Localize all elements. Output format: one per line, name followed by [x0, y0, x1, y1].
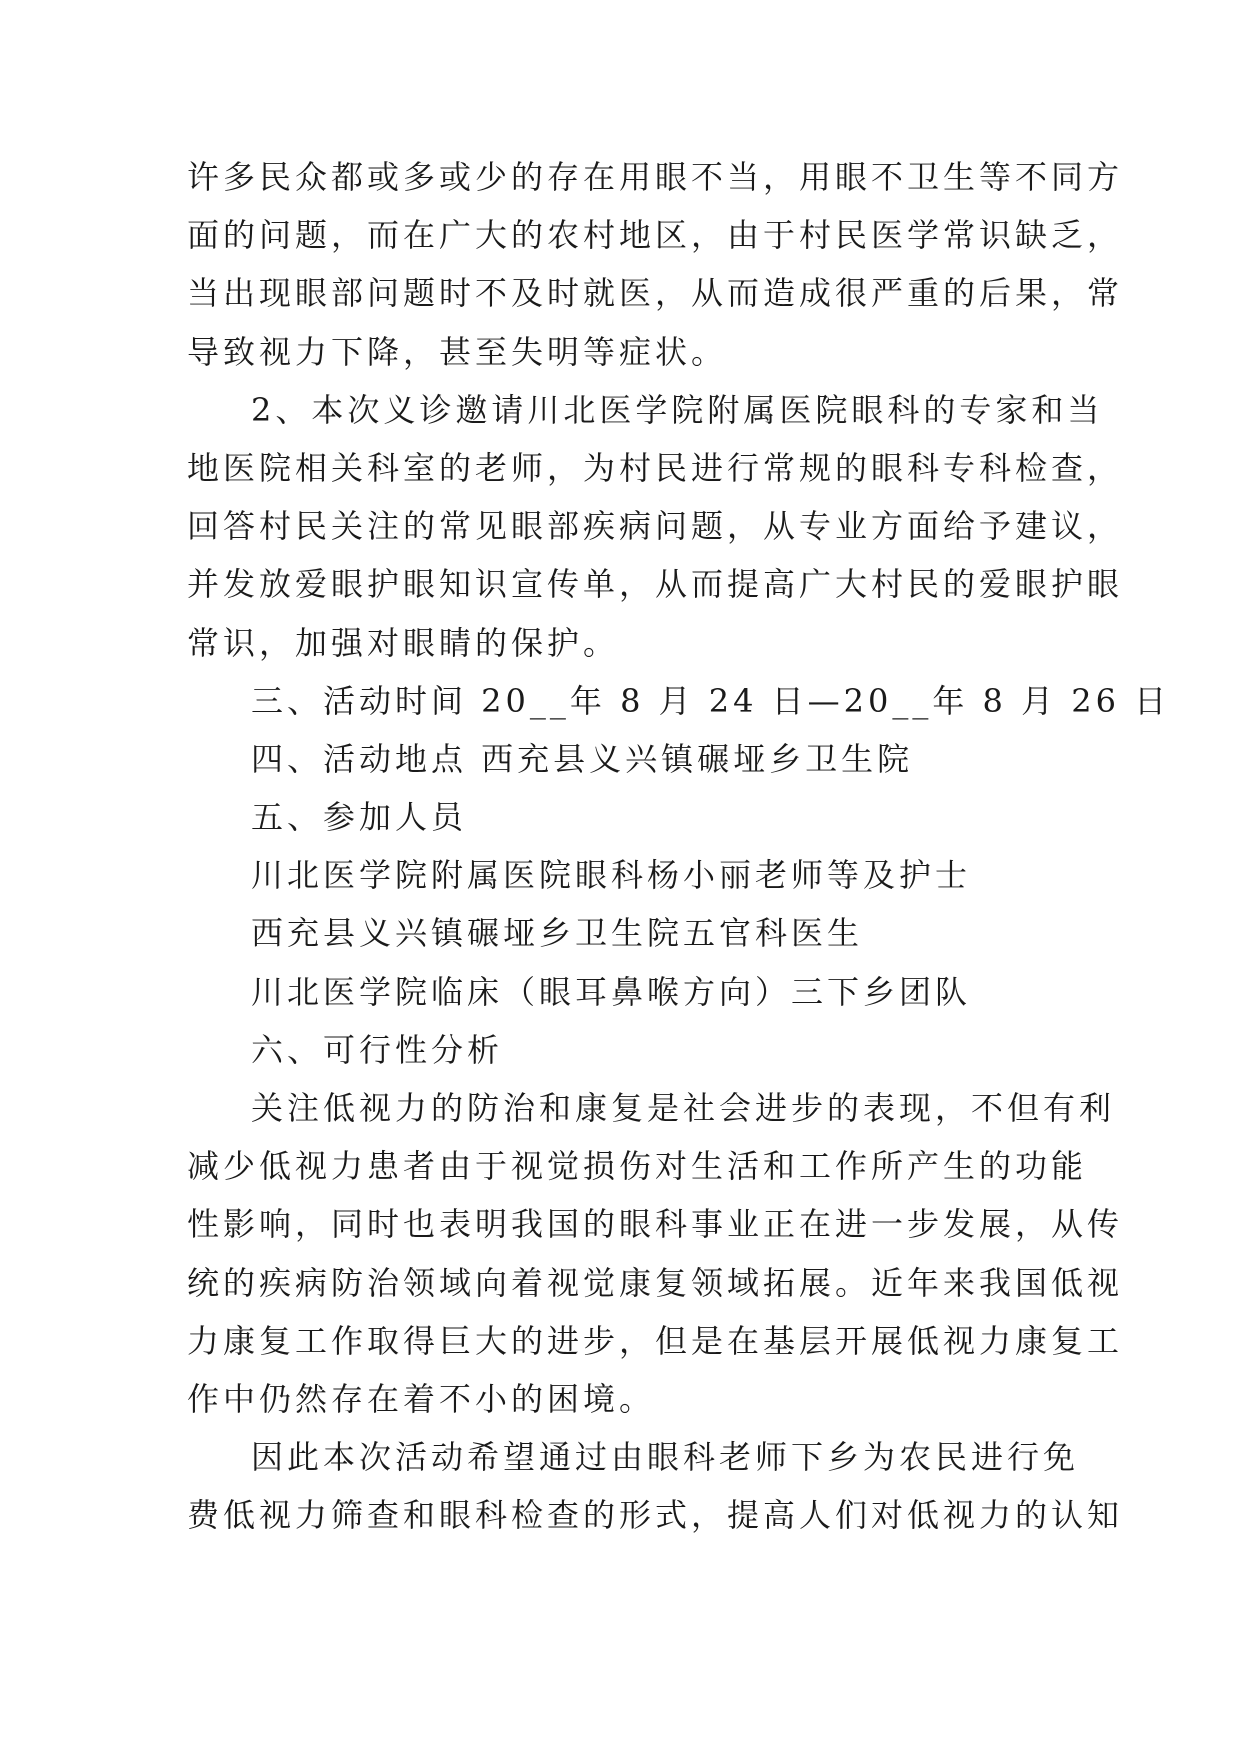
text-line: 2、本次义诊邀请川北医学院附属医院眼科的专家和当 [251, 390, 1104, 429]
text-line: 西充县义兴镇碾垭乡卫生院五官科医生 [251, 914, 864, 953]
text-line: 川北医学院附属医院眼科杨小丽老师等及护士 [251, 856, 972, 895]
text-line: 许多民众都或多或少的存在用眼不当，用眼不卫生等不同方 [187, 158, 1124, 196]
text-line: 地医院相关科室的老师，为村民进行常规的眼科专科检查， [187, 448, 1124, 487]
text-line: 作中仍然存在着不小的困境。 [187, 1379, 656, 1418]
text-line: 导致视力下降，甚至失明等症状。 [187, 332, 728, 371]
text-line: 关注低视力的防治和康复是社会进步的表现，不但有利 [251, 1089, 1116, 1127]
text-line: 川北医学院临床（眼耳鼻喉方向）三下乡团队 [251, 972, 972, 1011]
text-line: 减少低视力患者由于视觉损伤对生活和工作所产生的功能 [187, 1147, 1088, 1186]
text-line: 统的疾病防治领域向着视觉康复领域拓展。近年来我国低视 [187, 1263, 1124, 1302]
text-line: 面的问题，而在广大的农村地区，由于村民医学常识缺乏， [187, 216, 1124, 255]
text-line: 力康复工作取得巨大的进步，但是在基层开展低视力康复工 [187, 1321, 1124, 1360]
text-line: 并发放爱眼护眼知识宣传单，从而提高广大村民的爱眼护眼 [187, 565, 1124, 604]
text-line: 当出现眼部问题时不及时就医，从而造成很严重的后果，常 [187, 274, 1124, 313]
text-line: 费低视力筛查和眼科检查的形式，提高人们对低视力的认知 [187, 1496, 1124, 1535]
text-line: 四、活动地点 西充县义兴镇碾垭乡卫生院 [251, 739, 914, 778]
text-line: 常识，加强对眼睛的保护。 [187, 623, 620, 662]
text-line: 因此本次活动希望通过由眼科老师下乡为农民进行免 [251, 1438, 1080, 1477]
text-line: 三、活动时间 20__年 8 月 24 日—20__年 8 月 26 日 [251, 681, 1171, 720]
text-line: 回答村民关注的常见眼部疾病问题，从专业方面给予建议， [187, 507, 1124, 546]
document-body [187, 148, 1171, 1545]
text-line: 性影响，同时也表明我国的眼科事业正在进一步发展，从传 [187, 1205, 1124, 1244]
text-line: 六、可行性分析 [251, 1030, 504, 1069]
text-line: 五、参加人员 [251, 798, 468, 837]
